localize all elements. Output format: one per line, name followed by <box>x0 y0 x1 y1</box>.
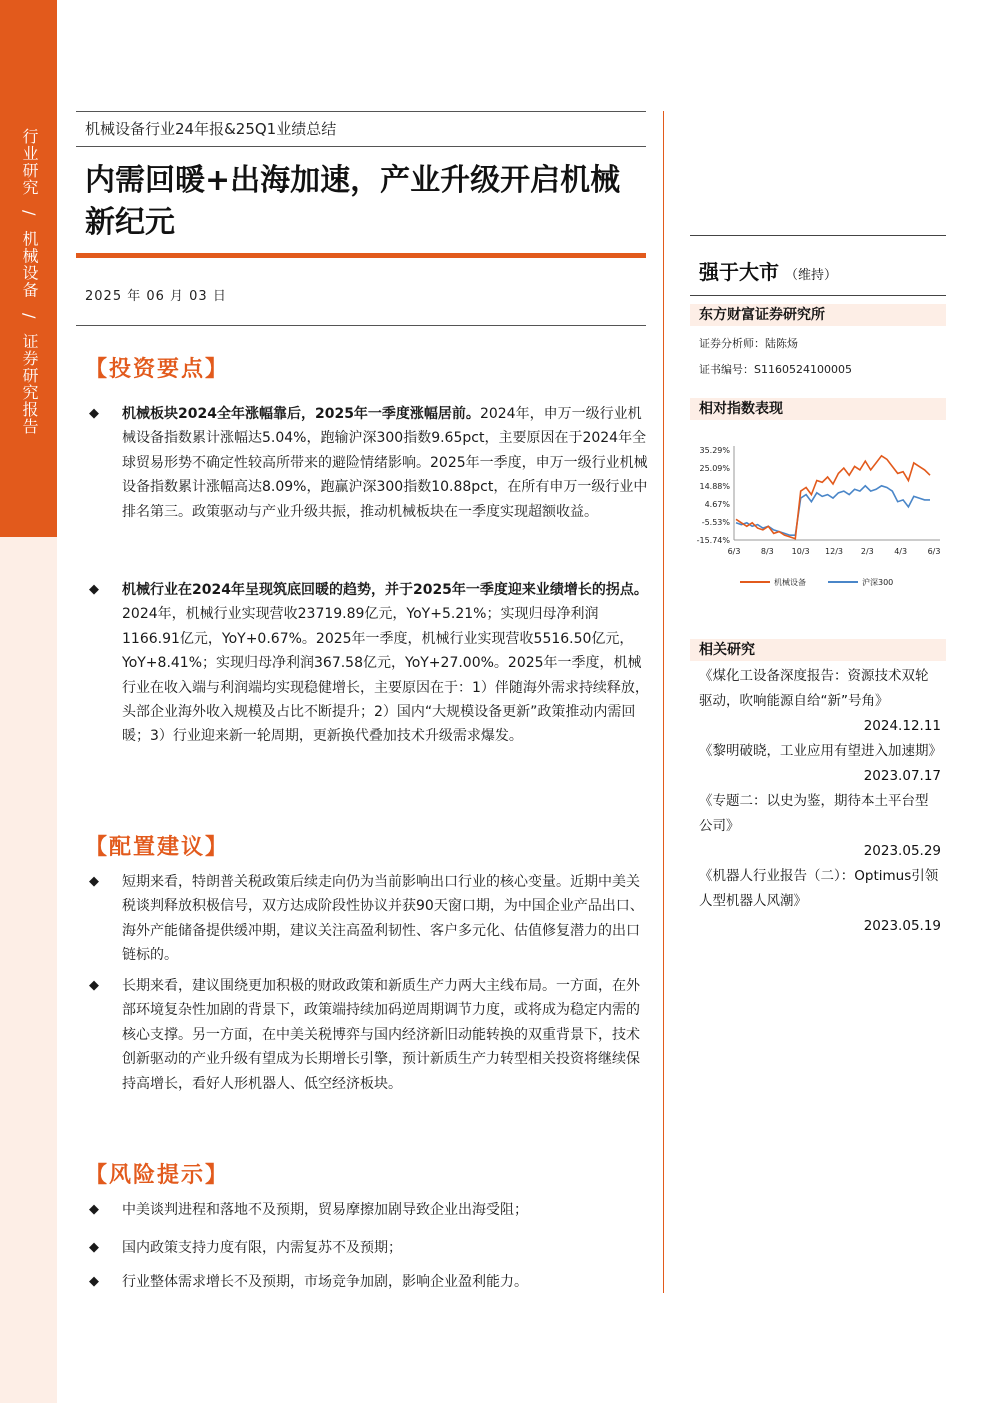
y-tick-label: 4.67% <box>704 500 730 510</box>
risk-bullet-2 <box>89 1236 649 1260</box>
research-item[interactable] <box>699 864 941 939</box>
institute-heading: 东方财富证券研究所 <box>690 304 946 326</box>
report-date: 2025 年 06 月 03 日 <box>85 289 227 304</box>
bullet-body: 短期来看，特朗普关税政策后续走向仍为当前影响出口行业的核心变量。近期中美关税谈判释放积极信号，双方达成阶段性协议并获90天窗口期，为中国企业产品出口、海外产能储备提供缓冲期，建议关注高盈利韧性、客户多元化、估值修复潜力的出口链标的。 <box>122 874 644 964</box>
bullet-body: 2024年，机械行业实现营收23719.89亿元，YoY+5.21%；实现归母净利润1166.91亿元，YoY+0.67%。2025年一季度，机械行业实现营收5516.50亿元，YoY+8.41%；实现归母净利润367.58亿元，YoY+27.00%。2025年一季度，机械行业在收入端与利润端均实现稳健增长，主要原因在于：1）伴随海外需求持续释放，头部企业海外收入规模及占比不断提升；2）国内“大规模设备更新”政策推动内需回暖；3）行业迎来新一轮周期，更新换代叠加技术升级需求爆发。 <box>122 606 649 745</box>
report-subtitle: 机械设备行业24年报&25Q1业绩总结 <box>85 120 337 138</box>
research-item[interactable] <box>699 739 941 789</box>
subtitle-rule <box>76 146 646 147</box>
sidebar-category-sector: 机械设备 <box>20 230 39 299</box>
analyst-name: 证券分析师：陆陈炀 <box>699 337 798 350</box>
rating-note: （维持） <box>785 268 838 283</box>
bullet-text <box>122 402 649 524</box>
x-tick-label: 8/3 <box>760 547 774 556</box>
section-heading-risk: 【风险提示】 <box>85 1163 230 1188</box>
bullet-body: 行业整体需求增长不及预期，市场竞争加剧，影响企业盈利能力。 <box>122 1274 528 1290</box>
related-research-list <box>699 664 941 939</box>
top-rule <box>76 111 646 112</box>
x-tick-label: 6/3 <box>927 547 941 556</box>
diamond-bullet-icon: ◆ <box>89 406 99 421</box>
research-title[interactable]: 《黎明破晓，工业应用有望进入加速期》 <box>699 743 942 759</box>
analyst-cert: 证书编号：S1160524100005 <box>699 363 852 376</box>
diamond-bullet-icon: ◆ <box>89 1274 99 1289</box>
research-date: 2023.05.29 <box>863 843 941 859</box>
chart-heading: 相对指数表现 <box>690 398 946 420</box>
x-tick-label: 4/3 <box>894 547 908 556</box>
diamond-bullet-icon: ◆ <box>89 1202 99 1217</box>
bullet-bold: 机械行业在2024年呈现筑底回暖的趋势，并于2025年一季度迎来业绩增长的拐点。 <box>122 582 648 598</box>
bullet-body: 中美谈判进程和落地不及预期，贸易摩擦加剧导致企业出海受阻； <box>122 1202 528 1218</box>
y-tick-label: 35.29% <box>699 446 730 455</box>
diamond-bullet-icon: ◆ <box>89 1240 99 1255</box>
risk-bullet-1 <box>89 1198 649 1222</box>
diamond-bullet-icon: ◆ <box>89 978 99 993</box>
sidebar-category-type: 证券研究报告 <box>20 333 39 436</box>
research-item[interactable] <box>699 789 941 864</box>
research-date: 2023.05.19 <box>863 918 941 934</box>
bullet-text <box>122 578 649 749</box>
allocation-bullet-2 <box>89 974 649 1096</box>
research-heading: 相关研究 <box>690 639 946 661</box>
x-tick-label: 6/3 <box>727 547 741 556</box>
bullet-body: 长期来看，建议围绕更加积极的财政政策和新质生产力两大主线布局。一方面，在外部环境复杂性加剧的背景下，政策端持续加码逆周期调节力度，或将成为稳定内需的核心支撑。另一方面，在中美关税博弈与国内经济新旧动能转换的双重背景下，技术创新驱动的产业升级有望成为长期增长引擎，预计新质生产力转型相关投资将继续保持高增长，看好人形机器人、低空经济板块。 <box>122 978 640 1092</box>
investment-bullet-2 <box>89 578 649 749</box>
investment-bullet-1 <box>89 402 649 524</box>
date-rule <box>76 325 646 326</box>
bullet-bold: 机械板块2024全年涨幅靠后，2025年一季度涨幅居前。 <box>122 406 480 422</box>
rating-rule <box>690 295 946 296</box>
y-tick-label: -15.74% <box>696 536 730 545</box>
research-date: 2023.07.17 <box>863 768 941 784</box>
column-divider <box>663 111 664 1293</box>
research-title[interactable]: 《专题二：以史为鉴，期待本土平台型公司》 <box>699 793 929 834</box>
research-title[interactable]: 《煤化工设备深度报告：资源技术双轮驱动，吹响能源自给“新”号角》 <box>699 668 929 709</box>
report-title: 内需回暖+出海加速，产业升级开启机械新纪元 <box>85 163 621 240</box>
y-tick-label: 14.88% <box>699 481 730 491</box>
y-tick-label: -5.53% <box>701 517 730 527</box>
x-tick-label: 12/3 <box>825 547 843 556</box>
y-tick-label: 25.09% <box>699 463 730 473</box>
x-tick-label: 2/3 <box>860 547 874 556</box>
sidebar-tag <box>0 0 57 537</box>
sidebar-separator: / <box>20 312 39 320</box>
risk-bullet-3 <box>89 1270 649 1294</box>
sidebar-category <box>18 128 41 435</box>
x-tick-label: 10/3 <box>791 547 810 556</box>
research-item[interactable] <box>699 664 941 739</box>
right-top-rule <box>690 235 946 236</box>
relative-index-chart <box>690 430 946 600</box>
sidebar-category-industry: 行业研究 <box>20 128 39 196</box>
bullet-body: 国内政策支持力度有限，内需复苏不及预期； <box>122 1240 402 1256</box>
bullet-body: 2024年，申万一级行业机械设备指数累计涨幅达5.04%，跑输沪深300指数9.65pct，主要原因在于2024年全球贸易形势不确定性较高所带来的避险情绪影响。2025年一季度，申万一级行业机械设备指数累计涨幅高达8.09%，跑赢沪深300指数10.88pct，在所有申万一级行业中排名第三。政策驱动与产业升级共振，推动机械板块在一季度实现超额收益。 <box>122 406 648 520</box>
diamond-bullet-icon: ◆ <box>89 582 99 597</box>
research-title[interactable]: 《机器人行业报告（二）：Optimus引领人型机器人风潮》 <box>699 868 939 909</box>
rating-value: 强于大市 <box>699 260 779 284</box>
allocation-bullet-1 <box>89 870 649 968</box>
industry-rating <box>699 256 837 285</box>
diamond-bullet-icon: ◆ <box>89 874 99 889</box>
research-date: 2024.12.11 <box>863 718 941 734</box>
title-accent-bar <box>76 253 646 258</box>
legend-label: 机械设备 <box>774 578 806 587</box>
sidebar-separator: / <box>20 210 39 217</box>
legend-label: 沪深300 <box>862 578 894 587</box>
section-heading-allocation: 【配置建议】 <box>85 835 230 860</box>
section-heading-investment: 【投资要点】 <box>85 357 230 382</box>
